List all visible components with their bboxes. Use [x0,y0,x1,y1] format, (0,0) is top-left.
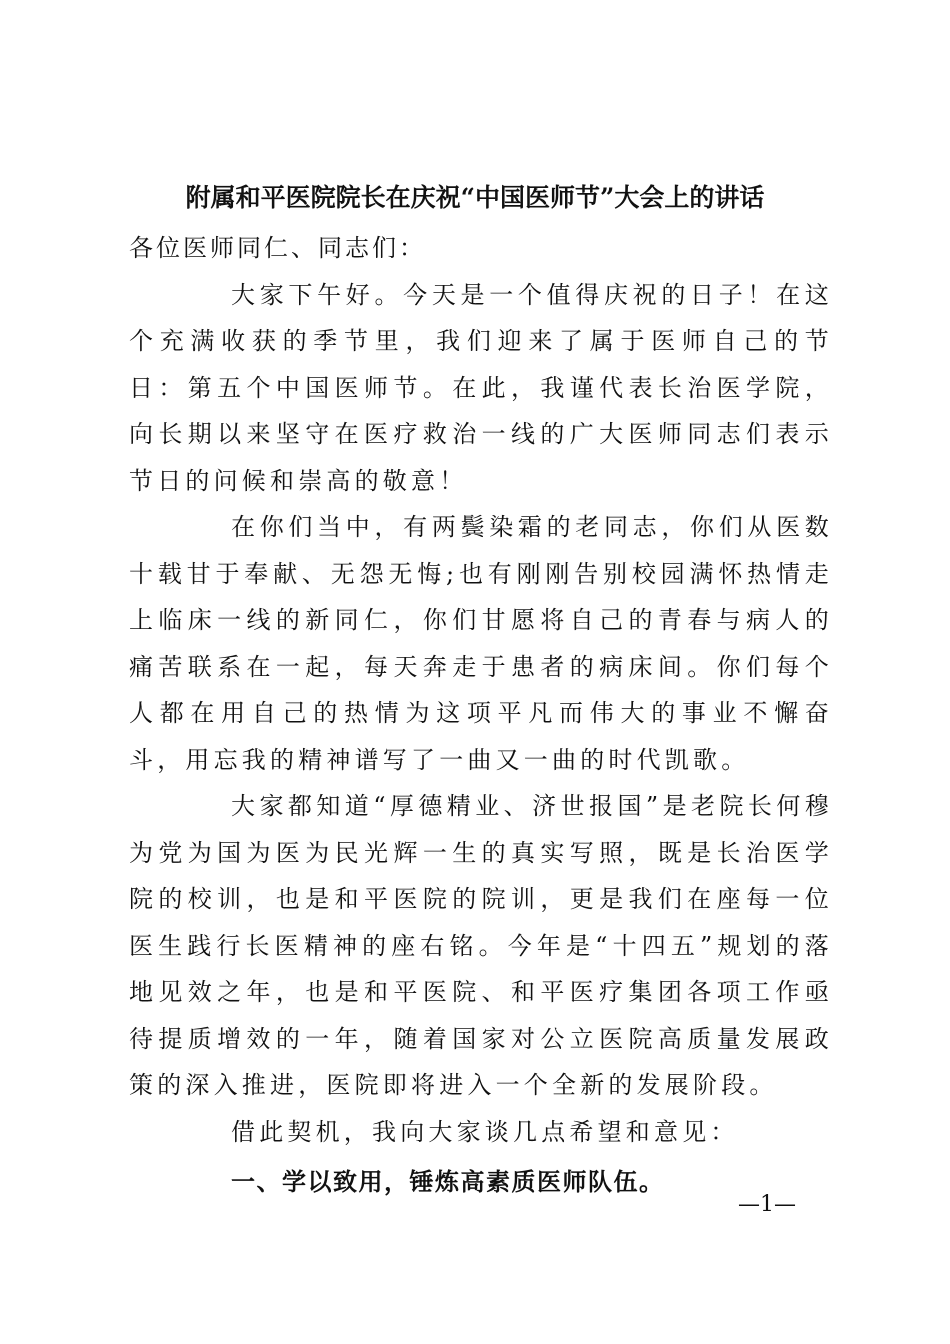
document-body [129,225,833,1206]
paragraph-4: 借此契机，我向大家谈几点希望和意见： [231,1117,739,1146]
paragraph-2: 在你们当中，有两鬓染霜的老同志，你们从医数十载甘于奉献、无怨无悔;也有刚刚告别校园满怀热情走上临床一线的新同仁，你们甘愿将自己的青春与病人的痛苦联系在一起，每天奔走于患者的病床间。你们每个人都在用自己的热情为这项平凡而伟大的事业不懈奋斗，用忘我的精神谱写了一曲又一曲的时代凯歌。 [129,513,833,774]
greeting-line: 各位医师同仁、同志们： [129,234,426,262]
page-number: —1— [738,1192,796,1217]
section-heading-1: 一、学以致用，锤炼高素质医师队伍。 [231,1168,665,1196]
document-title: 附属和平医院院长在庆祝“中国医师节”大会上的讲话 [185,183,765,212]
paragraph-3: 大家都知道“厚德精业、济世报国”是老院长何穆为党为国为医为民光辉一生的真实写照，既是长治医学院的校训，也是和平医院的院训，更是我们在座每一位医生践行长医精神的座右铭。今年是“十四五”规划的落地见效之年，也是和平医院、和平医疗集团各项工作亟待提质增效的一年，随着国家对公立医院高质量发展政策的深入推进，医院即将进入一个全新的发展阶段。 [129,792,833,1099]
paragraph-1: 大家下午好。今天是一个值得庆祝的日子！在这个充满收获的季节里，我们迎来了属于医师自己的节日：第五个中国医师节。在此，我谨代表长治医学院，向长期以来坚守在医疗救治一线的广大医师同志们表示节日的问候和崇高的敬意！ [129,280,833,495]
